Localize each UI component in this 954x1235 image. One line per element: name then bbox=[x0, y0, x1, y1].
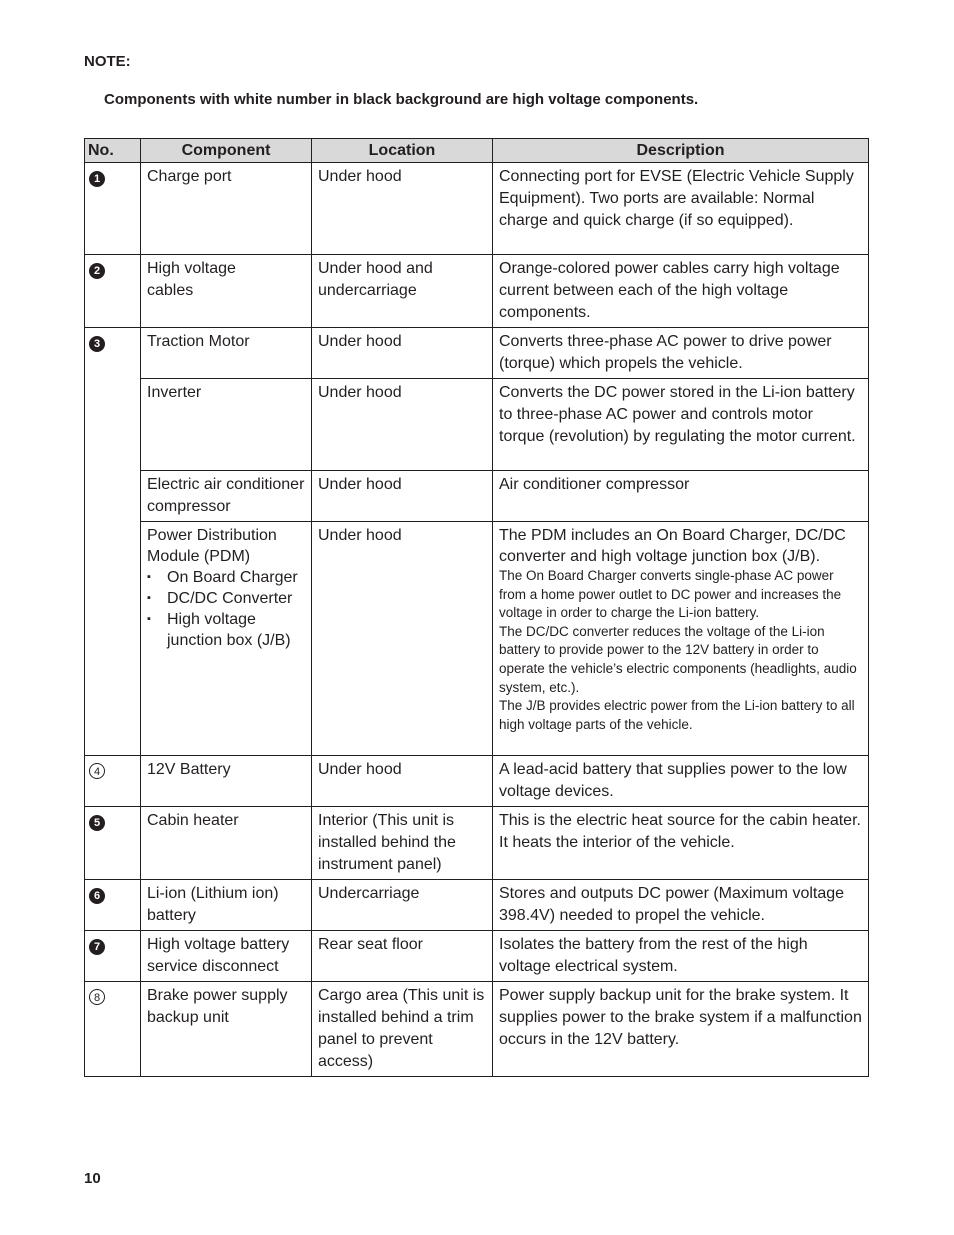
location-cell: Rear seat floor bbox=[312, 931, 493, 982]
pdm-sub-items bbox=[147, 567, 305, 651]
description-cell: This is the electric heat source for the cabin heater. It heats the interior of the vehicle. bbox=[493, 807, 869, 880]
high-voltage-number-badge: 1 bbox=[89, 171, 105, 187]
pdm-note: The DC/DC converter reduces the voltage of the Li-ion battery to provide power to the 12V battery in order to operate the vehicle’s electric components (headlights, audio system, etc.). bbox=[499, 623, 857, 695]
header-no: No. bbox=[85, 139, 141, 163]
location-cell: Undercarriage bbox=[312, 880, 493, 931]
component-cell bbox=[141, 522, 312, 756]
row-number bbox=[85, 328, 141, 756]
table-row bbox=[85, 471, 869, 522]
component-cell: Charge port bbox=[141, 163, 312, 255]
low-voltage-number-badge: 4 bbox=[89, 763, 105, 779]
component-cell: High voltage battery service disconnect bbox=[141, 931, 312, 982]
table-row bbox=[85, 379, 869, 471]
note-text: Components with white number in black background are high voltage components. bbox=[104, 91, 699, 108]
row-number bbox=[85, 163, 141, 255]
component-cell: 12V Battery bbox=[141, 756, 312, 807]
page-number: 10 bbox=[84, 1170, 101, 1187]
description-cell bbox=[493, 522, 869, 756]
high-voltage-number-badge: 5 bbox=[89, 815, 105, 831]
description-cell: Converts the DC power stored in the Li-ion battery to three-phase AC power and controls motor torque (revolution) by regulating the motor current. bbox=[493, 379, 869, 471]
high-voltage-number-badge: 7 bbox=[89, 939, 105, 955]
high-voltage-number-badge: 3 bbox=[89, 336, 105, 352]
component-cell: Electric air conditioner compressor bbox=[141, 471, 312, 522]
table-row bbox=[85, 880, 869, 931]
location-cell: Under hood bbox=[312, 471, 493, 522]
location-cell: Under hood bbox=[312, 522, 493, 756]
low-voltage-number-badge: 8 bbox=[89, 989, 105, 1005]
table-row bbox=[85, 807, 869, 880]
list-item: ▪ High voltage junction box (J/B) bbox=[147, 609, 305, 651]
note-label: NOTE: bbox=[84, 53, 131, 70]
component-cell: Cabin heater bbox=[141, 807, 312, 880]
header-component: Component bbox=[141, 139, 312, 163]
description-cell: Air conditioner compressor bbox=[493, 471, 869, 522]
description-cell: Converts three-phase AC power to drive power (torque) which propels the vehicle. bbox=[493, 328, 869, 379]
pdm-note: The On Board Charger converts single-phase AC power from a home power outlet to DC power and increases the voltage in order to charge the Li-ion battery. bbox=[499, 568, 842, 621]
table-row bbox=[85, 756, 869, 807]
description-cell: Connecting port for EVSE (Electric Vehicle Supply Equipment). Two ports are available: Normal charge and quick charge (if so equipped). bbox=[493, 163, 869, 255]
location-cell: Under hood bbox=[312, 756, 493, 807]
table-row bbox=[85, 982, 869, 1077]
component-cell: High voltage cables bbox=[141, 255, 312, 328]
description-cell: Power supply backup unit for the brake system. It supplies power to the brake system if a malfunction occurs in the 12V battery. bbox=[493, 982, 869, 1077]
row-number bbox=[85, 982, 141, 1077]
description-cell: A lead-acid battery that supplies power to the low voltage devices. bbox=[493, 756, 869, 807]
location-cell: Under hood bbox=[312, 328, 493, 379]
table-row bbox=[85, 255, 869, 328]
pdm-title: Power Distribution Module (PDM) bbox=[147, 527, 277, 565]
header-description: Description bbox=[493, 139, 869, 163]
high-voltage-number-badge: 2 bbox=[89, 263, 105, 279]
component-cell: Traction Motor bbox=[141, 328, 312, 379]
header-location: Location bbox=[312, 139, 493, 163]
location-cell: Under hood bbox=[312, 379, 493, 471]
location-cell: Under hood and undercarriage bbox=[312, 255, 493, 328]
row-number bbox=[85, 756, 141, 807]
description-cell: Isolates the battery from the rest of the high voltage electrical system. bbox=[493, 931, 869, 982]
table-row bbox=[85, 931, 869, 982]
location-cell: Interior (This unit is installed behind the instrument panel) bbox=[312, 807, 493, 880]
high-voltage-number-badge: 6 bbox=[89, 888, 105, 904]
table-row bbox=[85, 328, 869, 379]
component-cell: Li-ion (Lithium ion) battery bbox=[141, 880, 312, 931]
table-header-row bbox=[85, 139, 869, 163]
pdm-note: The J/B provides electric power from the Li-ion battery to all high voltage parts of the vehicle. bbox=[499, 698, 855, 732]
row-number bbox=[85, 807, 141, 880]
row-number bbox=[85, 255, 141, 328]
row-number bbox=[85, 931, 141, 982]
row-number bbox=[85, 880, 141, 931]
location-cell: Cargo area (This unit is installed behind a trim panel to prevent access) bbox=[312, 982, 493, 1077]
table-row bbox=[85, 163, 869, 255]
component-cell: Inverter bbox=[141, 379, 312, 471]
table-row bbox=[85, 522, 869, 756]
component-cell: Brake power supply backup unit bbox=[141, 982, 312, 1077]
description-cell: Stores and outputs DC power (Maximum voltage 398.4V) needed to propel the vehicle. bbox=[493, 880, 869, 931]
components-table bbox=[84, 138, 869, 1077]
list-item: ▪ DC/DC Converter bbox=[147, 588, 305, 609]
pdm-description: The PDM includes an On Board Charger, DC/DC converter and high voltage junction box (J/B). bbox=[499, 527, 846, 565]
list-item: ▪ On Board Charger bbox=[147, 567, 305, 588]
location-cell: Under hood bbox=[312, 163, 493, 255]
description-cell: Orange-colored power cables carry high voltage current between each of the high voltage components. bbox=[493, 255, 869, 328]
